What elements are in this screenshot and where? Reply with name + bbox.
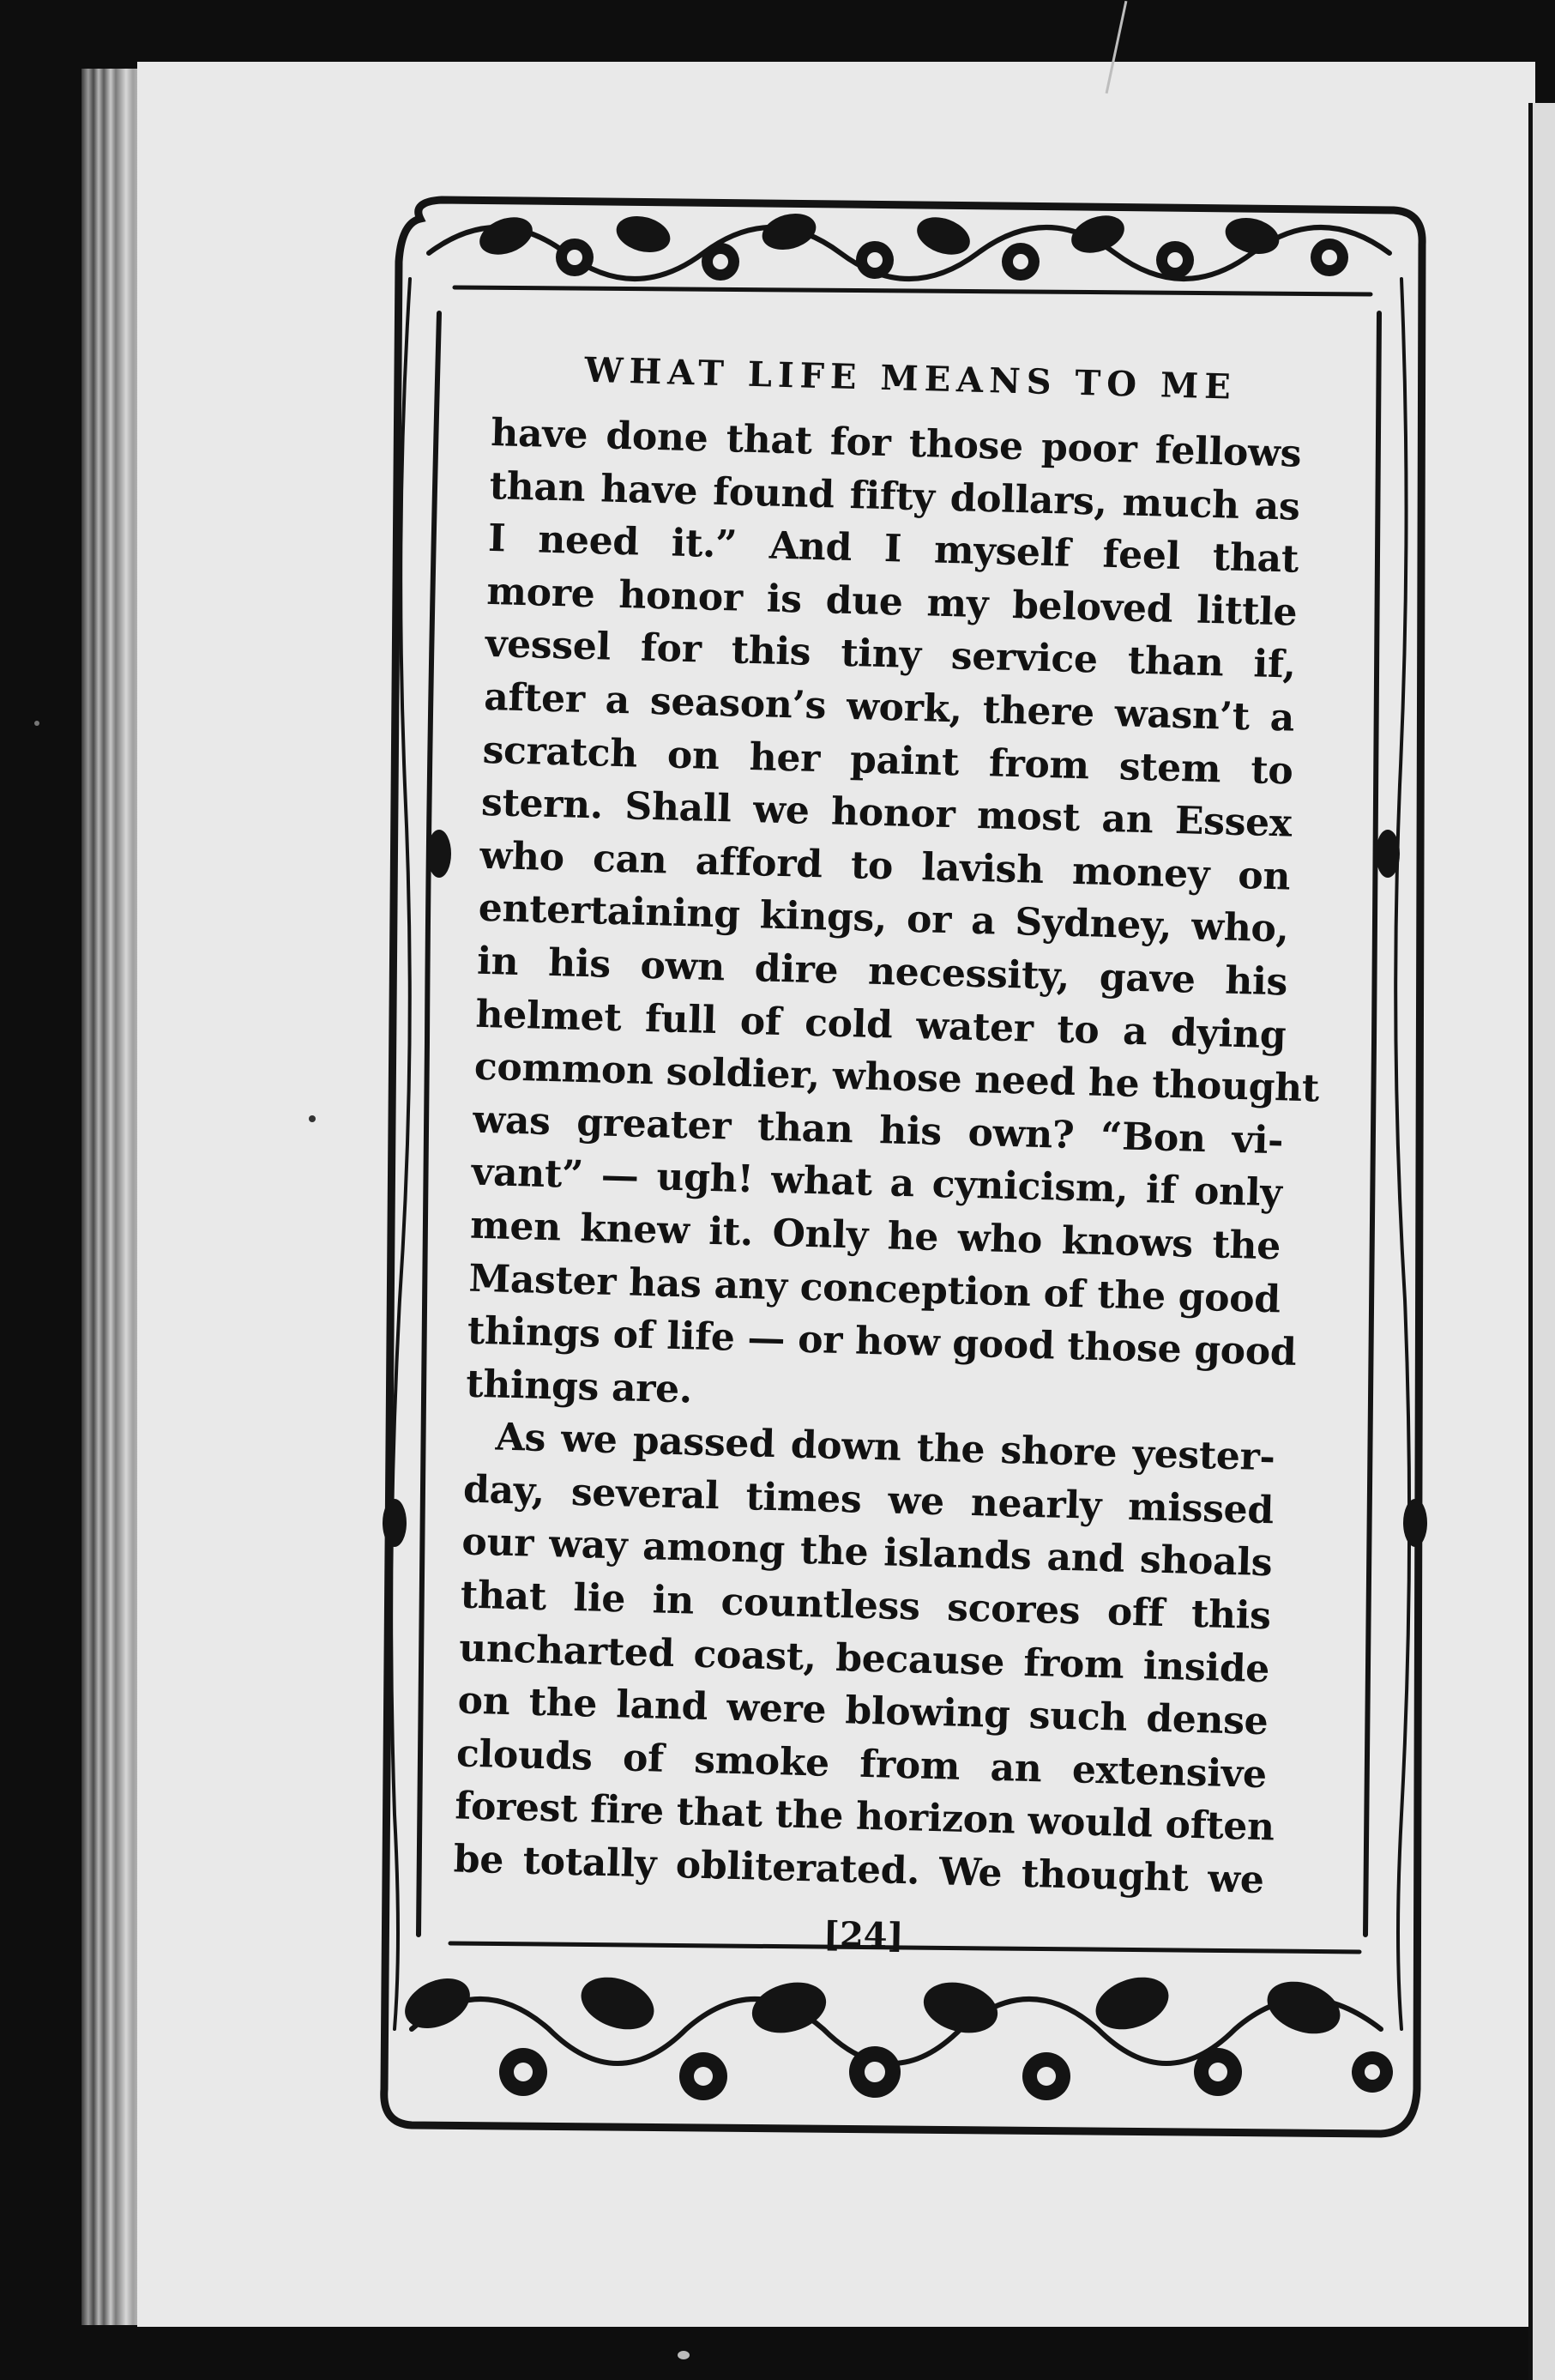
- text-line: more honor is due my beloved little: [485, 569, 1298, 635]
- paragraph-1: [465, 407, 1320, 1432]
- dust-speck: [34, 721, 39, 726]
- dust-speck: [678, 2351, 690, 2359]
- text-line: forest fire that the horizon would often: [454, 1784, 1275, 1850]
- paragraph-2: [453, 1410, 1275, 1907]
- running-head: WHAT LIFE MEANS TO ME: [584, 349, 1238, 408]
- text-line: our way among the islands and shoals: [461, 1520, 1273, 1586]
- page-text-block: [453, 347, 1320, 1907]
- text-line: men knew it. Only he who knows the: [469, 1203, 1281, 1269]
- page-number: [24]: [823, 1914, 904, 1956]
- right-page-edge: [1528, 103, 1555, 2380]
- text-line: that lie in countless scores off this: [460, 1573, 1272, 1639]
- dust-speck: [309, 1115, 316, 1122]
- text-line: scratch on her paint from stem to: [482, 728, 1294, 794]
- text-line: vessel for this tiny service than if,: [485, 622, 1297, 687]
- text-line: helmet full of cold water to a dying: [474, 992, 1287, 1057]
- text-line: stern. Shall we honor most an Essex: [480, 780, 1293, 846]
- text-line: was greater than his own? “Bon vi-: [472, 1097, 1284, 1163]
- text-line: uncharted coast, because from inside: [458, 1626, 1270, 1691]
- text-line: vant” — ugh! what a cynicism, if only: [471, 1150, 1283, 1216]
- text-line: be totally obliterated. We thought we: [453, 1837, 1265, 1903]
- text-line: in his own dire necessity, gave his: [476, 939, 1288, 1005]
- text-line: after a season’s work, there wasn’t a: [483, 674, 1295, 740]
- text-line: on the land were blowing such dense: [457, 1678, 1269, 1744]
- text-line: I need it.” And I myself feel that: [487, 516, 1299, 582]
- text-line: day, several times we nearly missed: [462, 1467, 1275, 1533]
- text-line: than have found fifty dollars, much as: [489, 463, 1301, 529]
- text-line: things of life — or how good those good: [467, 1308, 1297, 1374]
- text-line: entertaining kings, or a Sydney, who,: [478, 886, 1290, 951]
- text-line: clouds of smoke from an extensive: [455, 1731, 1268, 1797]
- text-line: things are.: [465, 1362, 693, 1412]
- text-line: common soldier, whose need he thought: [473, 1044, 1320, 1111]
- text-line: who can afford to lavish money on: [479, 833, 1291, 899]
- text-line: As we passed down the shore yester-: [495, 1415, 1276, 1480]
- text-line: Master has any conception of the good: [467, 1256, 1281, 1321]
- text-line: have done that for those poor fellows: [490, 410, 1302, 476]
